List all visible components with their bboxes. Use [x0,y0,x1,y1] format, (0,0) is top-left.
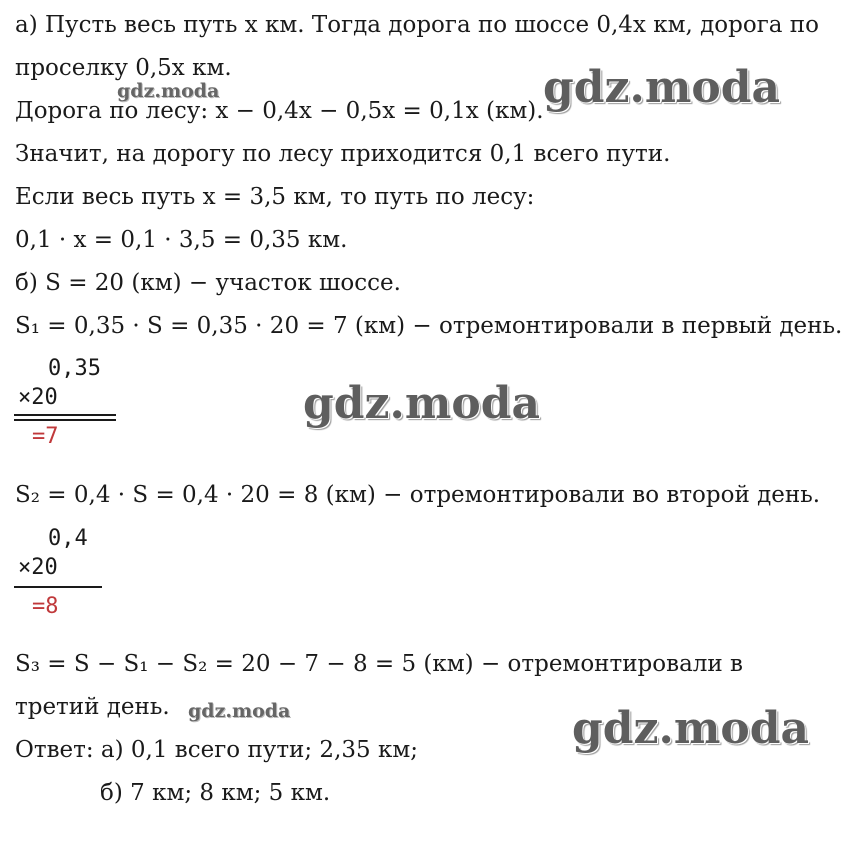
text-line-6: 0,1 · x = 0,1 · 3,5 = 0,35 км. [15,227,348,253]
watermark-logo: gdz.moda [303,378,541,429]
calc-2-multiplier: ×20 [18,555,58,580]
calc-1-multiplicand: 0,35 [48,356,101,381]
text-line-12: Ответ: а) 0,1 всего пути; 2,35 км; [15,737,418,763]
text-line-4: Значит, на дорогу по лесу приходится 0,1 всего пути. [15,141,671,167]
calc-1-result: =7 [32,424,59,449]
watermark-logo: gdz.moda [572,703,810,754]
watermark-logo: gdz.moda [117,80,220,102]
text-line-1: а) Пусть весь путь x км. Тогда дорога по шоссе 0,4x км, дорога по [15,12,819,38]
calc-1-rule-top [14,414,116,416]
text-line-5: Если весь путь x = 3,5 км, то путь по лесу: [15,184,535,210]
text-line-11: третий день. [15,694,170,720]
text-line-7: б) S = 20 (км) − участок шоссе. [15,270,401,296]
text-line-2: проселку 0,5x км. [15,55,232,81]
watermark-logo: gdz.moda [188,700,291,722]
text-line-13: б) 7 км; 8 км; 5 км. [100,780,331,806]
calc-2-rule [14,586,102,588]
text-line-9: S₂ = 0,4 · S = 0,4 · 20 = 8 (км) − отремонтировали во второй день. [15,482,821,508]
text-line-3: Дорога по лесу: x − 0,4x − 0,5x = 0,1x (км). [15,98,544,124]
calc-1-rule-bottom [14,419,116,421]
watermark-logo: gdz.moda [543,62,781,113]
calc-2-multiplicand: 0,4 [48,526,88,551]
text-line-8: S₁ = 0,35 · S = 0,35 · 20 = 7 (км) − отремонтировали в первый день. [15,313,843,339]
calc-1-multiplier: ×20 [18,385,58,410]
text-line-10: S₃ = S − S₁ − S₂ = 20 − 7 − 8 = 5 (км) − отремонтировали в [15,651,743,677]
calc-2-result: =8 [32,594,59,619]
